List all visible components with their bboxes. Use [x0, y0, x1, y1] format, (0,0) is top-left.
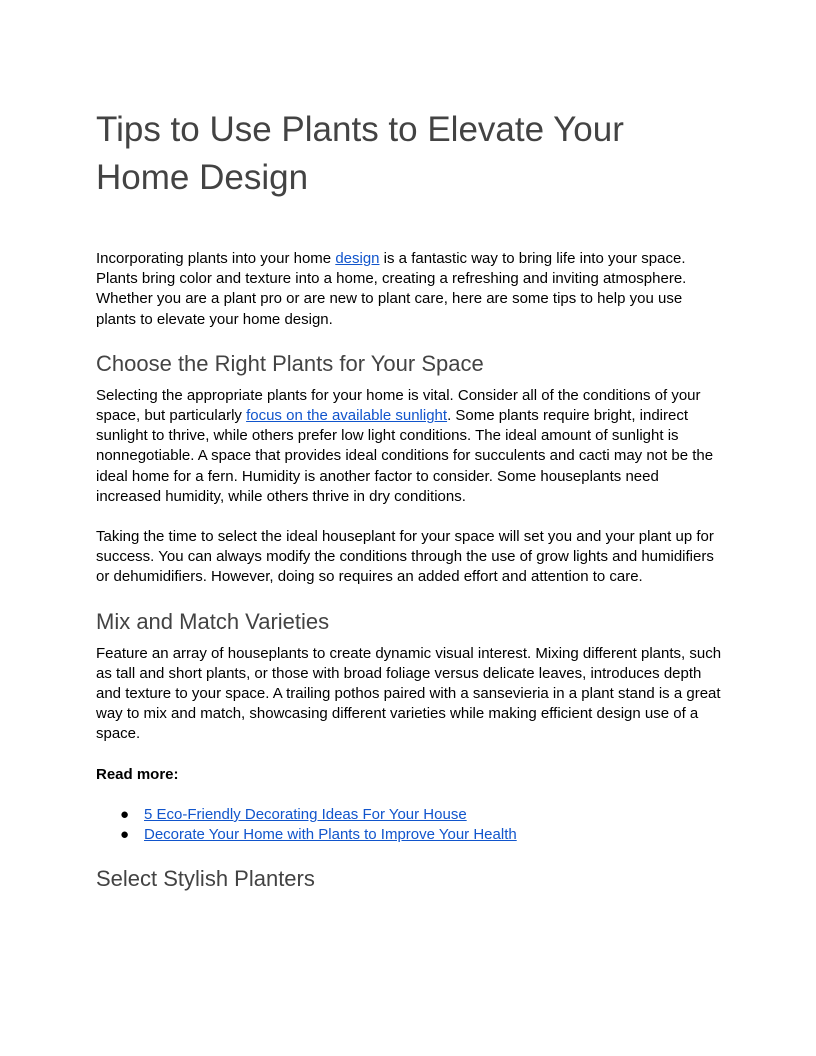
choose-plants-paragraph-1 — [96, 386, 726, 507]
intro-paragraph — [96, 249, 726, 330]
read-more-label: Read more: — [96, 765, 179, 783]
read-more-list — [96, 805, 726, 845]
design-link[interactable]: design — [335, 250, 380, 267]
list-item — [96, 805, 726, 825]
intro-text-start: Incorporating plants into your home — [96, 250, 336, 267]
document-page — [96, 106, 726, 901]
choose-plants-paragraph-2: Taking the time to select the ideal houseplant for your space will set you and your plant up for success. You can always modify the conditions through the use of grow lights and humidifiers or dehumidifiers. However, doing so requires an added effort and attention to care. — [96, 528, 714, 586]
bullet-icon: ● — [120, 826, 130, 844]
choose-plants-text-start: Selecting the appropriate plants for your home is vital. Consider all of the conditions of your space, but particularly — [96, 386, 701, 425]
decorate-with-plants-link[interactable]: Decorate Your Home with Plants to Improve Your Health — [144, 826, 517, 844]
section-heading-mix-match: Mix and Match Varieties — [96, 608, 330, 634]
intro-text-end: is a fantastic way to bring life into your space. Plants bring color and texture into a home, creating a refreshing and inviting atmosphere. Whether you are a plant pro or are new to plant care, here are some tips to help you use plants to elevate your home design. — [96, 250, 687, 328]
mix-match-paragraph: Feature an array of houseplants to create dynamic visual interest. Mixing different plants, such as tall and short plants, or those with broad foliage versus delicate leaves, introduces depth and texture to your space. A trailing pothos paired with a sansevieria in a plant stand is a great way to mix and match, showcasing different varieties while making efficient design use of a space. — [96, 644, 722, 743]
section-heading-choose-plants: Choose the Right Plants for Your Space — [96, 350, 484, 376]
bullet-icon: ● — [120, 805, 130, 823]
eco-friendly-decorating-link[interactable]: 5 Eco-Friendly Decorating Ideas For Your House — [144, 805, 467, 823]
choose-plants-text-end: . Some plants require bright, indirect sunlight to thrive, while others prefer low light conditions. The ideal amount of sunlight is nonnegotiable. A space that provides ideal conditions for succulents and cacti may not be the ideal home for a fern. Humidity is another factor to consider. Some houseplants need increased humidity, while others thrive in dry conditions. — [96, 407, 714, 505]
page-title: Tips to Use Plants to Elevate Your Home Design — [96, 110, 624, 197]
list-item — [96, 825, 726, 845]
section-heading-stylish-planters: Select Stylish Planters — [96, 866, 315, 892]
sunlight-link[interactable]: focus on the available sunlight — [246, 407, 448, 425]
